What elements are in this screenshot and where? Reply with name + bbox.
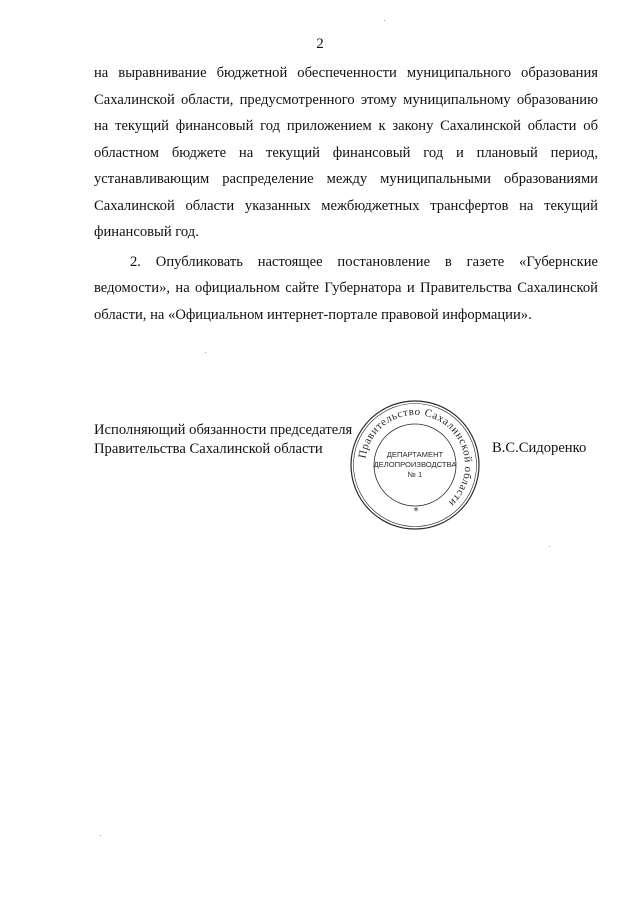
paragraph-1: на выравнивание бюджетной обеспеченности муниципального образования Сахалинской области, предусмотренного этому муниципальному образованию на текущий финансовый год приложением к закону Сахалинской области об областном бюджете на текущий финансовый год и плановый период, устанавливающим распределение между муниципальными образованиями Сахалинской области указанных межбюджетных трансфертов на текущий финансовый год. <box>94 65 598 240</box>
seal-ring-text: Правительство Сахалинской области <box>356 405 475 510</box>
scan-speck <box>205 352 206 353</box>
seal-center-line-1: ДЕПАРТАМЕНТ <box>386 450 444 459</box>
seal-center-line-2: ДЕЛОПРОИЗВОДСТВА <box>373 460 457 469</box>
signatory-title-line-1: Исполняющий обязанности председателя <box>94 422 353 438</box>
signatory-title-line-2: Правительства Сахалинской области <box>94 441 323 457</box>
seal-graphic <box>345 395 485 535</box>
scan-speck <box>100 835 101 836</box>
page-number: 2 <box>316 36 324 52</box>
scan-speck <box>384 20 385 21</box>
document-body <box>94 60 598 328</box>
seal-star-icon: * <box>413 506 419 517</box>
paragraph-2: 2. Опубликовать настоящее постановление в газете «Губернские ведомости», на официальном сайте Губернатора и Правительства Сахалинской области, на «Официальном интернет-портале правовой информации». <box>94 253 598 323</box>
seal-center-line-3: № 1 <box>407 470 423 479</box>
signatory-name: В.С.Сидоренко <box>492 440 587 456</box>
scan-speck <box>549 546 550 547</box>
official-seal <box>345 395 485 535</box>
signatory-title <box>94 421 352 459</box>
